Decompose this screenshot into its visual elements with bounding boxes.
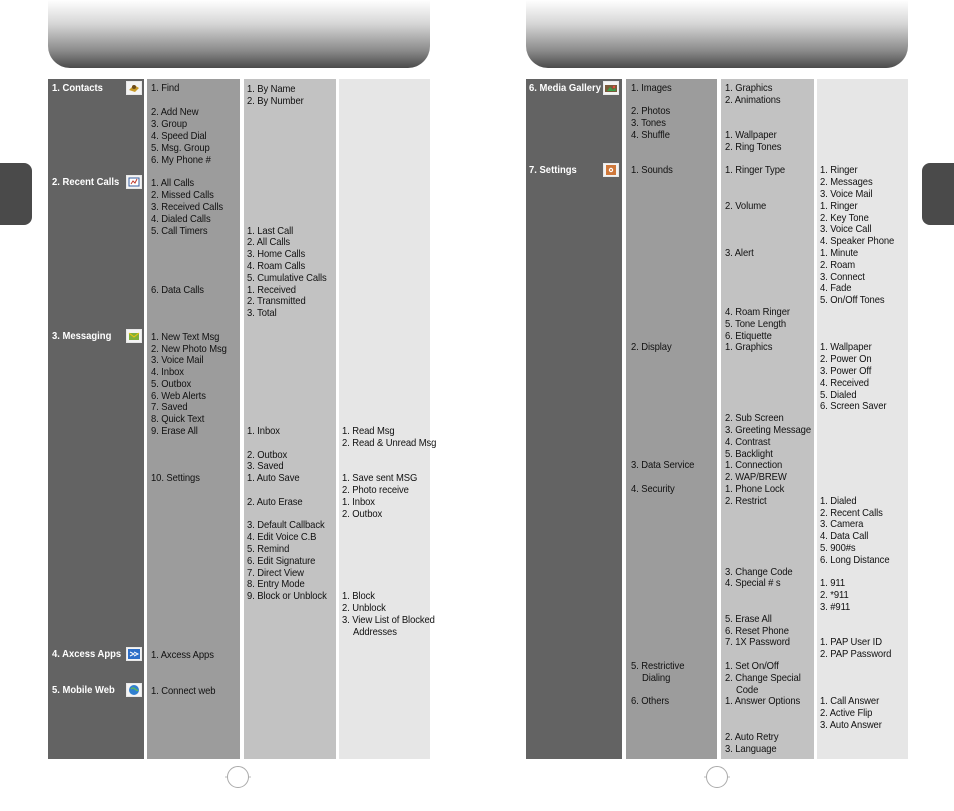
menu-item: 4. Roam Ringer bbox=[725, 306, 790, 318]
menu-item: 1. Phone Lock bbox=[725, 483, 785, 495]
menu-item: 3. Power Off bbox=[820, 365, 872, 377]
menu-item: 3. Alert bbox=[725, 247, 754, 259]
menu-item: 3. Saved bbox=[247, 460, 284, 472]
menu-item: 3. Greeting Message bbox=[725, 424, 812, 436]
right-page-number-circle bbox=[704, 765, 730, 789]
menu-item: 1. Set On/Off bbox=[725, 660, 779, 672]
menu-item: 3. Language bbox=[725, 743, 777, 755]
menu-item: 2. Missed Calls bbox=[151, 189, 214, 201]
menu-item: 2. New Photo Msg bbox=[151, 343, 227, 355]
right-chapter-tab bbox=[922, 163, 954, 225]
menu-item: 5. Restrictive bbox=[631, 660, 685, 672]
menu-item: 2. Unblock bbox=[342, 602, 386, 614]
menu-item: 1. Graphics bbox=[725, 341, 773, 353]
menu-item: 1. 911 bbox=[820, 577, 846, 589]
mobile-web-icon bbox=[126, 683, 142, 697]
menu-item: 6. My Phone # bbox=[151, 154, 211, 166]
contacts-icon bbox=[126, 81, 142, 95]
menu-item: 2. PAP Password bbox=[820, 648, 892, 660]
menu-item: 1. Ringer bbox=[820, 164, 858, 176]
menu-item: 2. Outbox bbox=[247, 449, 288, 461]
menu-item: 5. Erase All bbox=[725, 613, 772, 625]
menu-item: 3. Tones bbox=[631, 117, 666, 129]
menu-item: 2. Auto Erase bbox=[247, 496, 303, 508]
menu-item: 2. Volume bbox=[725, 200, 767, 212]
menu-item: 1. Call Answer bbox=[820, 695, 880, 707]
menu-item: 1. Connection bbox=[725, 459, 783, 471]
menu-item: 4. Received bbox=[820, 377, 869, 389]
right-column-main-menu bbox=[526, 79, 622, 759]
menu-item: 3. Group bbox=[151, 118, 188, 130]
menu-item: 4. Roam Calls bbox=[247, 260, 306, 272]
menu-item: 4. Speed Dial bbox=[151, 130, 207, 142]
menu-item: 5. Outbox bbox=[151, 378, 192, 390]
menu-item: 1. Block bbox=[342, 590, 375, 602]
menu-category-label: 5. Mobile Web bbox=[52, 684, 115, 696]
menu-item: 2. Photos bbox=[631, 105, 671, 117]
menu-item: 3. Total bbox=[247, 307, 277, 319]
menu-item: 6. Reset Phone bbox=[725, 625, 789, 637]
menu-item: 4. Contrast bbox=[725, 436, 771, 448]
menu-item: 3. Data Service bbox=[631, 459, 695, 471]
right-column-submenu bbox=[626, 79, 717, 759]
menu-item: 1. Wallpaper bbox=[725, 129, 777, 141]
menu-item: 1. Minute bbox=[820, 247, 859, 259]
menu-item: 3. Change Code bbox=[725, 566, 793, 578]
menu-item: 5. Msg. Group bbox=[151, 142, 210, 154]
menu-item: 1. Graphics bbox=[725, 82, 773, 94]
left-page-number-circle bbox=[225, 765, 251, 789]
menu-item: 3. Camera bbox=[820, 518, 864, 530]
menu-item: 4. Edit Voice C.B bbox=[247, 531, 317, 543]
menu-item: 2. Messages bbox=[820, 176, 873, 188]
menu-item: 6. Long Distance bbox=[820, 554, 890, 566]
menu-category-label: 1. Contacts bbox=[52, 82, 103, 94]
menu-item: 3. Default Callback bbox=[247, 519, 325, 531]
menu-item: 2. Read & Unread Msg bbox=[342, 437, 437, 449]
menu-item: 2. Key Tone bbox=[820, 212, 869, 224]
menu-item: Dialing bbox=[642, 672, 671, 684]
menu-item: 2. By Number bbox=[247, 95, 304, 107]
menu-item: 4. Dialed Calls bbox=[151, 213, 211, 225]
left-page-header bbox=[48, 0, 430, 68]
menu-item: 2. WAP/BREW bbox=[725, 471, 787, 483]
menu-item: 8. Entry Mode bbox=[247, 578, 305, 590]
menu-item: 4. Speaker Phone bbox=[820, 235, 895, 247]
menu-item: 2. Power On bbox=[820, 353, 872, 365]
menu-item: 6. Edit Signature bbox=[247, 555, 316, 567]
menu-item: 2. Auto Retry bbox=[725, 731, 779, 743]
menu-item: 6. Data Calls bbox=[151, 284, 204, 296]
left-chapter-tab bbox=[0, 163, 32, 225]
menu-item: 6. Etiquette bbox=[725, 330, 772, 342]
menu-item: 6. Web Alerts bbox=[151, 390, 206, 402]
menu-item: 2. Ring Tones bbox=[725, 141, 782, 153]
menu-item: 1. Ringer Type bbox=[725, 164, 786, 176]
right-page-header bbox=[526, 0, 908, 68]
recent-calls-icon bbox=[126, 175, 142, 189]
menu-item: 10. Settings bbox=[151, 472, 200, 484]
menu-item: 1. Inbox bbox=[247, 425, 280, 437]
axcess-apps-icon bbox=[126, 647, 142, 661]
menu-item: 2. Outbox bbox=[342, 508, 383, 520]
menu-item: 3. Home Calls bbox=[247, 248, 306, 260]
menu-item: 4. Shuffle bbox=[631, 129, 670, 141]
menu-item: 1. By Name bbox=[247, 83, 296, 95]
menu-item: 3. Voice Mail bbox=[820, 188, 873, 200]
menu-item: 2. Change Special bbox=[725, 672, 801, 684]
menu-item: 1. Wallpaper bbox=[820, 341, 872, 353]
settings-icon bbox=[603, 163, 619, 177]
menu-item: 9. Block or Unblock bbox=[247, 590, 327, 602]
menu-item: 6. Screen Saver bbox=[820, 400, 887, 412]
menu-item: 1. Received bbox=[247, 284, 296, 296]
menu-item: 2. Display bbox=[631, 341, 672, 353]
menu-item: 5. Remind bbox=[247, 543, 290, 555]
left-column-level4 bbox=[339, 79, 430, 759]
menu-item: 2. *911 bbox=[820, 589, 849, 601]
menu-item: 1. Last Call bbox=[247, 225, 294, 237]
menu-category-label: 6. Media Gallery bbox=[529, 82, 601, 94]
media-gallery-icon bbox=[603, 81, 619, 95]
menu-item: 1. Auto Save bbox=[247, 472, 300, 484]
menu-item: 3. View List of Blocked bbox=[342, 614, 435, 626]
menu-item: 3. Voice Mail bbox=[151, 354, 204, 366]
menu-item: 3. Connect bbox=[820, 271, 865, 283]
menu-item: Code bbox=[736, 684, 759, 696]
menu-item: 4. Inbox bbox=[151, 366, 184, 378]
menu-category-label: 3. Messaging bbox=[52, 330, 112, 342]
menu-item: 2. Sub Screen bbox=[725, 412, 784, 424]
menu-item: 4. Fade bbox=[820, 282, 852, 294]
menu-item: 1. Save sent MSG bbox=[342, 472, 418, 484]
menu-item: 2. Photo receive bbox=[342, 484, 409, 496]
menu-item: 1. Dialed bbox=[820, 495, 857, 507]
menu-item: 3. Received Calls bbox=[151, 201, 224, 213]
menu-item: 9. Erase All bbox=[151, 425, 198, 437]
menu-item: 6. Others bbox=[631, 695, 670, 707]
menu-item: 1. PAP User ID bbox=[820, 636, 882, 648]
menu-item: 5. Tone Length bbox=[725, 318, 787, 330]
menu-item: 5. Backlight bbox=[725, 448, 773, 460]
menu-item: 2. Animations bbox=[725, 94, 781, 106]
menu-item: 4. Special # s bbox=[725, 577, 781, 589]
menu-category-label: 4. Axcess Apps bbox=[52, 648, 122, 660]
menu-item: 1. Answer Options bbox=[725, 695, 801, 707]
menu-item: 2. Recent Calls bbox=[820, 507, 883, 519]
menu-item: 3. Auto Answer bbox=[820, 719, 882, 731]
menu-item: 1. Inbox bbox=[342, 496, 375, 508]
menu-item: 1. All Calls bbox=[151, 177, 195, 189]
menu-item: 2. All Calls bbox=[247, 236, 291, 248]
menu-item: 7. Saved bbox=[151, 401, 188, 413]
menu-category-label: 7. Settings bbox=[529, 164, 577, 176]
menu-item: 8. Quick Text bbox=[151, 413, 205, 425]
messaging-icon bbox=[126, 329, 142, 343]
menu-item: 3. Voice Call bbox=[820, 223, 872, 235]
menu-item: 5. Call Timers bbox=[151, 225, 208, 237]
menu-item: 2. Restrict bbox=[725, 495, 767, 507]
menu-item: 1. Read Msg bbox=[342, 425, 395, 437]
menu-category-label: 2. Recent Calls bbox=[52, 176, 120, 188]
menu-item: 2. Active Flip bbox=[820, 707, 873, 719]
menu-item: 2. Add New bbox=[151, 106, 199, 118]
menu-item: 4. Data Call bbox=[820, 530, 869, 542]
menu-item: 4. Security bbox=[631, 483, 675, 495]
menu-item: 1. Ringer bbox=[820, 200, 858, 212]
menu-item: 1. Sounds bbox=[631, 164, 673, 176]
menu-item: 5. On/Off Tones bbox=[820, 294, 885, 306]
menu-item: Addresses bbox=[353, 626, 397, 638]
menu-item: 5. Dialed bbox=[820, 389, 857, 401]
left-column-level3 bbox=[244, 79, 336, 759]
menu-item: 2. Roam bbox=[820, 259, 856, 271]
menu-item: 1. Find bbox=[151, 82, 180, 94]
menu-item: 2. Transmitted bbox=[247, 295, 306, 307]
menu-item: 3. #911 bbox=[820, 601, 851, 613]
menu-item: 1. Connect web bbox=[151, 685, 216, 697]
menu-item: 1. Images bbox=[631, 82, 672, 94]
menu-item: 1. New Text Msg bbox=[151, 331, 220, 343]
menu-item: 5. 900#s bbox=[820, 542, 856, 554]
menu-item: 7. Direct View bbox=[247, 567, 304, 579]
menu-item: 1. Axcess Apps bbox=[151, 649, 214, 661]
menu-item: 7. 1X Password bbox=[725, 636, 790, 648]
menu-item: 5. Cumulative Calls bbox=[247, 272, 327, 284]
